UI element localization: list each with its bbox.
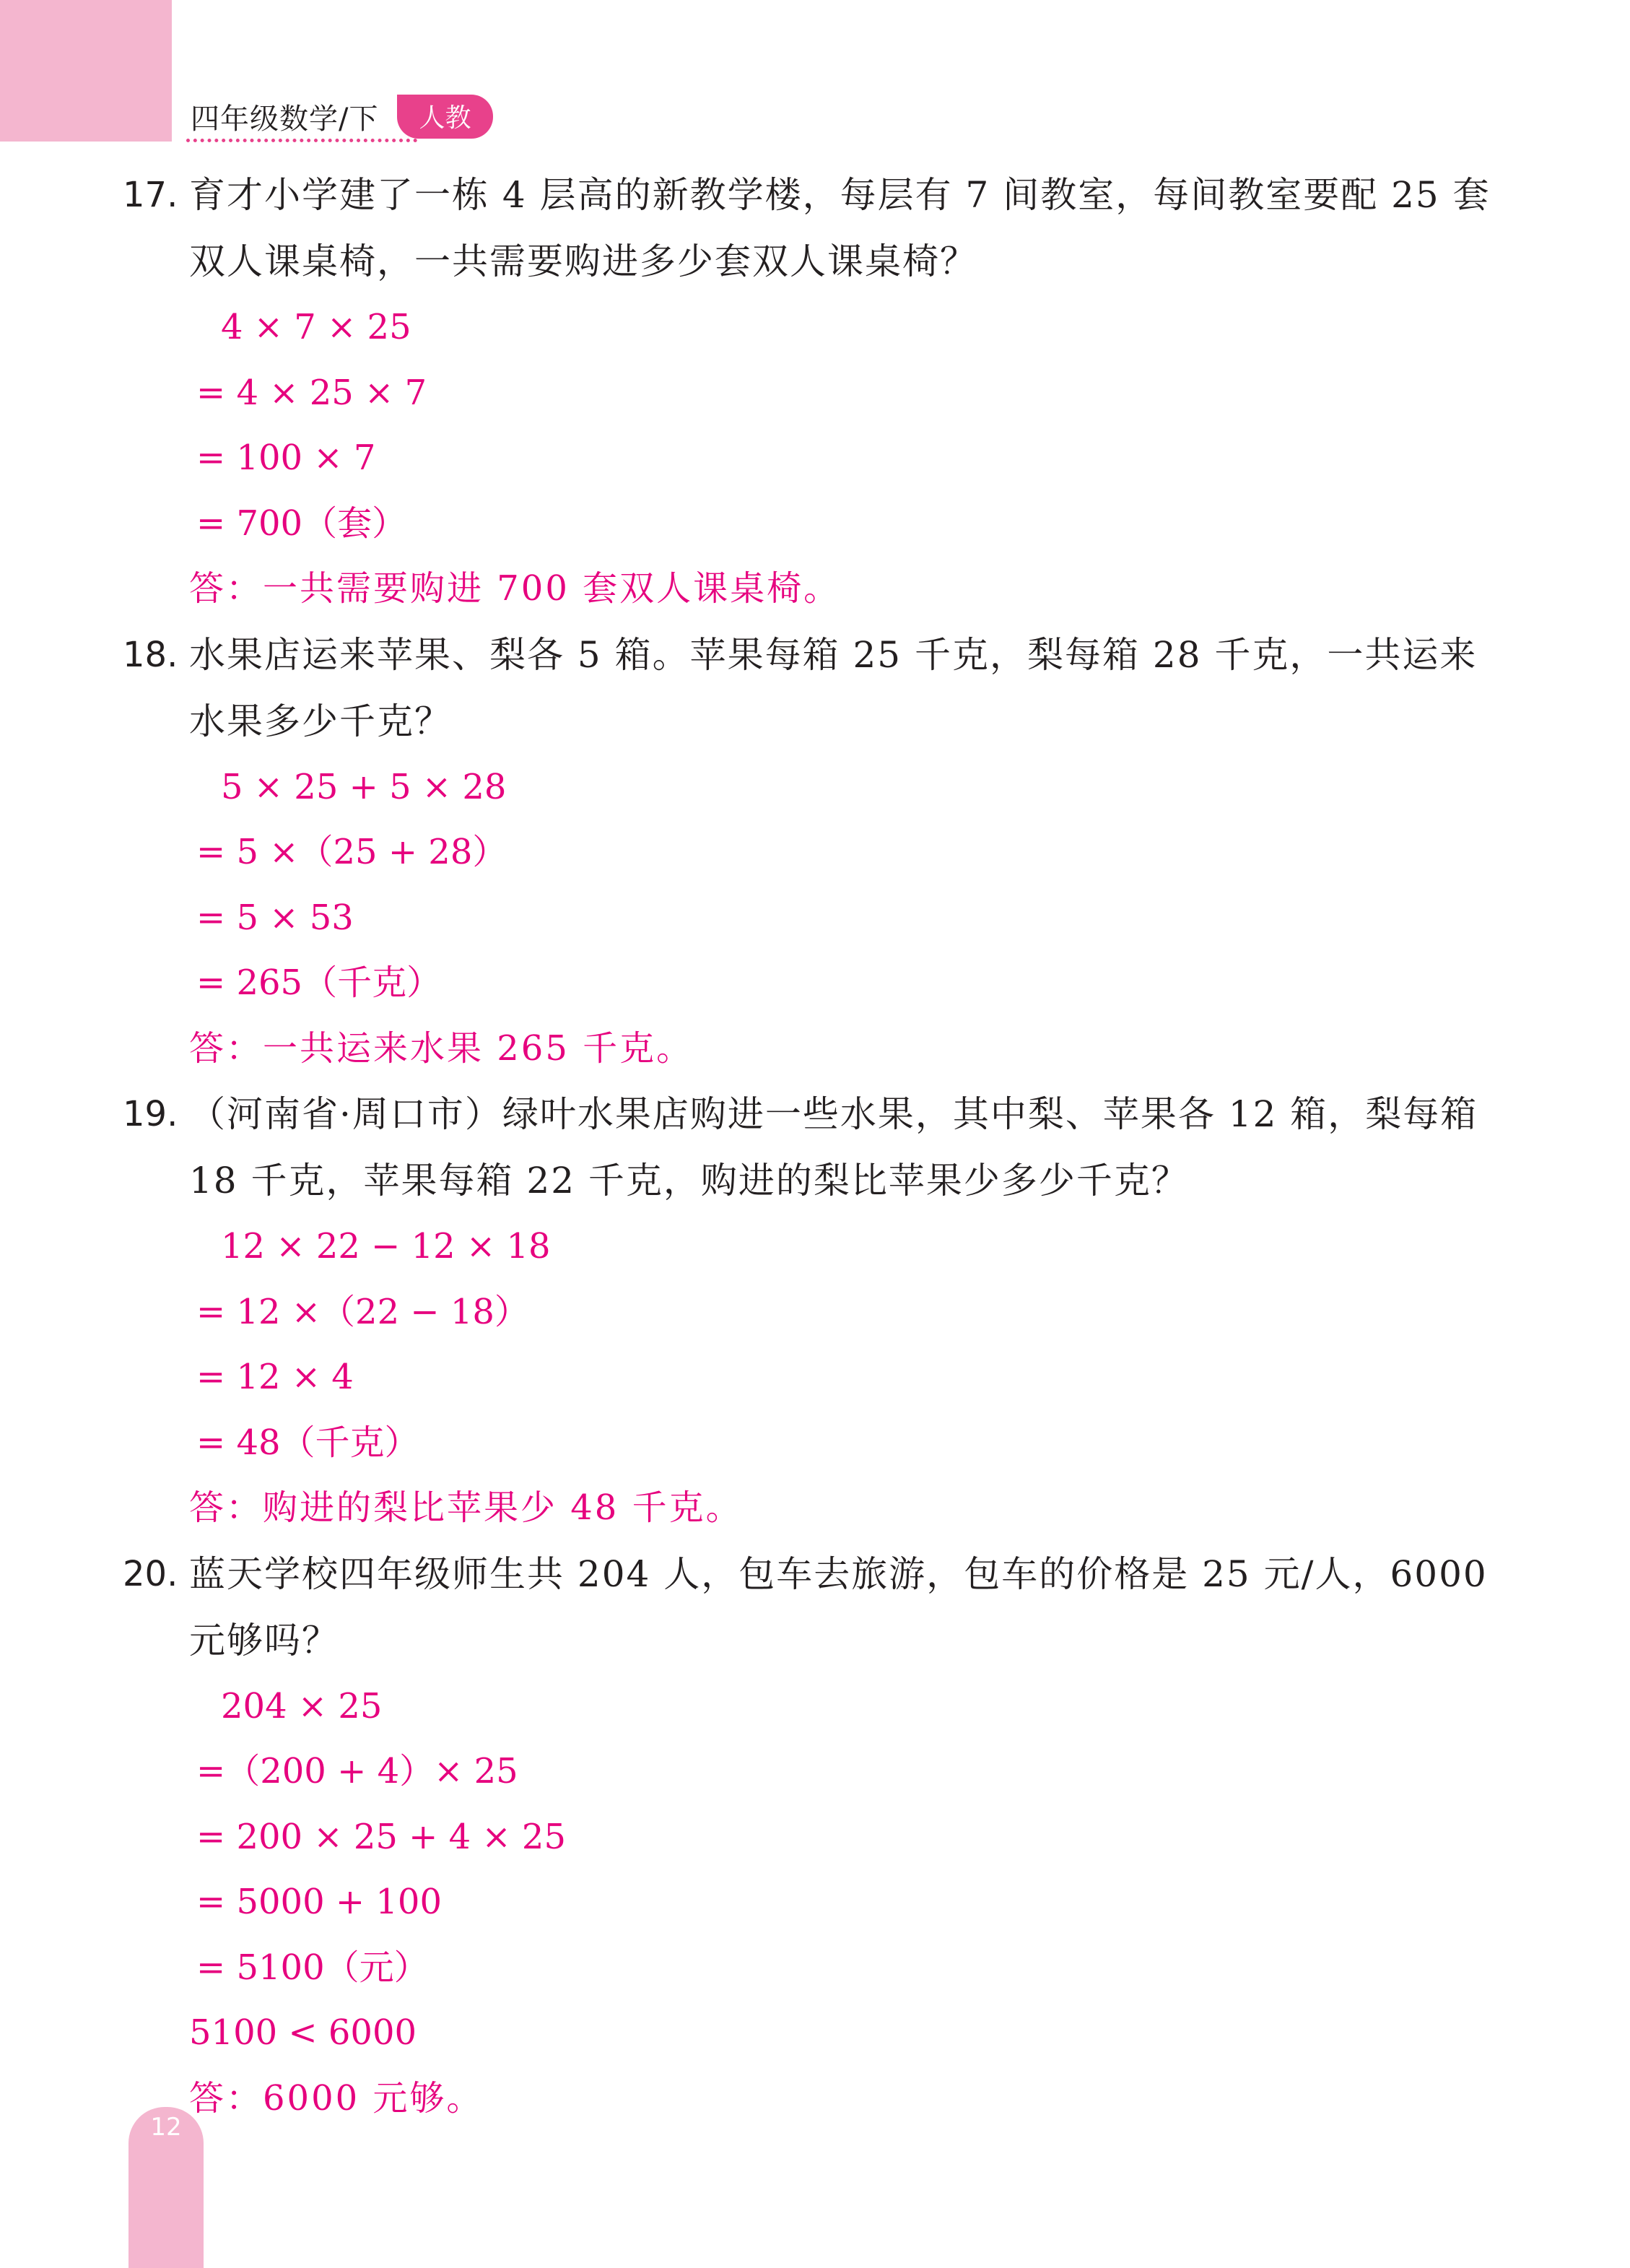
page-number-tab <box>128 2107 204 2268</box>
book-title: 四年级数学/下 <box>191 102 379 136</box>
solution-step: =（200 + 4）× 25 <box>196 1751 518 1791</box>
solution-step: = 12 ×（22 − 18） <box>196 1291 529 1332</box>
problem-20 <box>123 1541 1509 2132</box>
solution-steps <box>123 295 1509 622</box>
problem-18 <box>123 622 1509 1082</box>
problem-number: 19. <box>123 1094 178 1134</box>
solution-step: = 4 × 25 × 7 <box>196 372 427 413</box>
problem-number: 18. <box>123 634 178 675</box>
solution-step: = 5 × 53 <box>196 897 354 938</box>
solution-steps <box>123 1674 1509 2132</box>
problem-19 <box>123 1081 1509 1541</box>
solution-step: = 200 × 25 + 4 × 25 <box>196 1816 566 1857</box>
solution-comparison: 5100 < 6000 <box>189 2012 417 2053</box>
problem-question: 水果店运来苹果、梨各 5 箱。苹果每箱 25 千克，梨每箱 28 千克，一共运来水果多少千克？ <box>189 633 1478 742</box>
solution-step: = 48（千克） <box>196 1422 419 1463</box>
problem-number: 20. <box>123 1553 178 1594</box>
solution-step: = 5 ×（25 + 28） <box>196 832 507 872</box>
solution-steps <box>123 755 1509 1082</box>
solution-step: = 700（套） <box>196 503 407 544</box>
problem-list <box>123 162 1509 2131</box>
solution-answer: 答：6000 元够。 <box>189 2077 484 2119</box>
solution-step: 12 × 22 − 12 × 18 <box>221 1226 551 1266</box>
problem-question: 育才小学建了一栋 4 层高的新教学楼，每层有 7 间教室，每间教室要配 25 套双人课桌椅，一共需要购进多少套双人课桌椅？ <box>189 174 1491 282</box>
page-header <box>191 91 493 142</box>
solution-step: = 12 × 4 <box>196 1357 354 1397</box>
solution-step: 5 × 25 + 5 × 28 <box>221 766 507 807</box>
solution-step: = 100 × 7 <box>196 438 376 478</box>
problem-question: （河南省·周口市）绿叶水果店购进一些水果，其中梨、苹果各 12 箱，梨每箱 18 千克，苹果每箱 22 千克，购进的梨比苹果少多少千克？ <box>189 1093 1478 1202</box>
edition-badge: 人教 <box>397 95 492 139</box>
corner-decoration <box>0 0 172 142</box>
solution-steps <box>123 1214 1509 1541</box>
solution-answer: 答：一共运来水果 265 千克。 <box>189 1027 694 1069</box>
solution-answer: 答：购进的梨比苹果少 48 千克。 <box>189 1487 743 1528</box>
header-divider <box>186 139 417 142</box>
solution-step: = 5100（元） <box>196 1947 429 1988</box>
problem-question: 蓝天学校四年级师生共 204 人，包车去旅游，包车的价格是 25 元/人，6000 元够吗？ <box>189 1552 1488 1661</box>
problem-number: 17. <box>123 175 178 215</box>
solution-step: = 265（千克） <box>196 963 442 1003</box>
solution-step: = 5000 + 100 <box>196 1882 442 1922</box>
solution-step: 4 × 7 × 25 <box>221 307 411 347</box>
page-number: 12 <box>150 2113 182 2142</box>
problem-17 <box>123 162 1509 622</box>
solution-answer: 答：一共需要购进 700 套双人课桌椅。 <box>189 568 841 609</box>
solution-step: 204 × 25 <box>221 1685 383 1726</box>
